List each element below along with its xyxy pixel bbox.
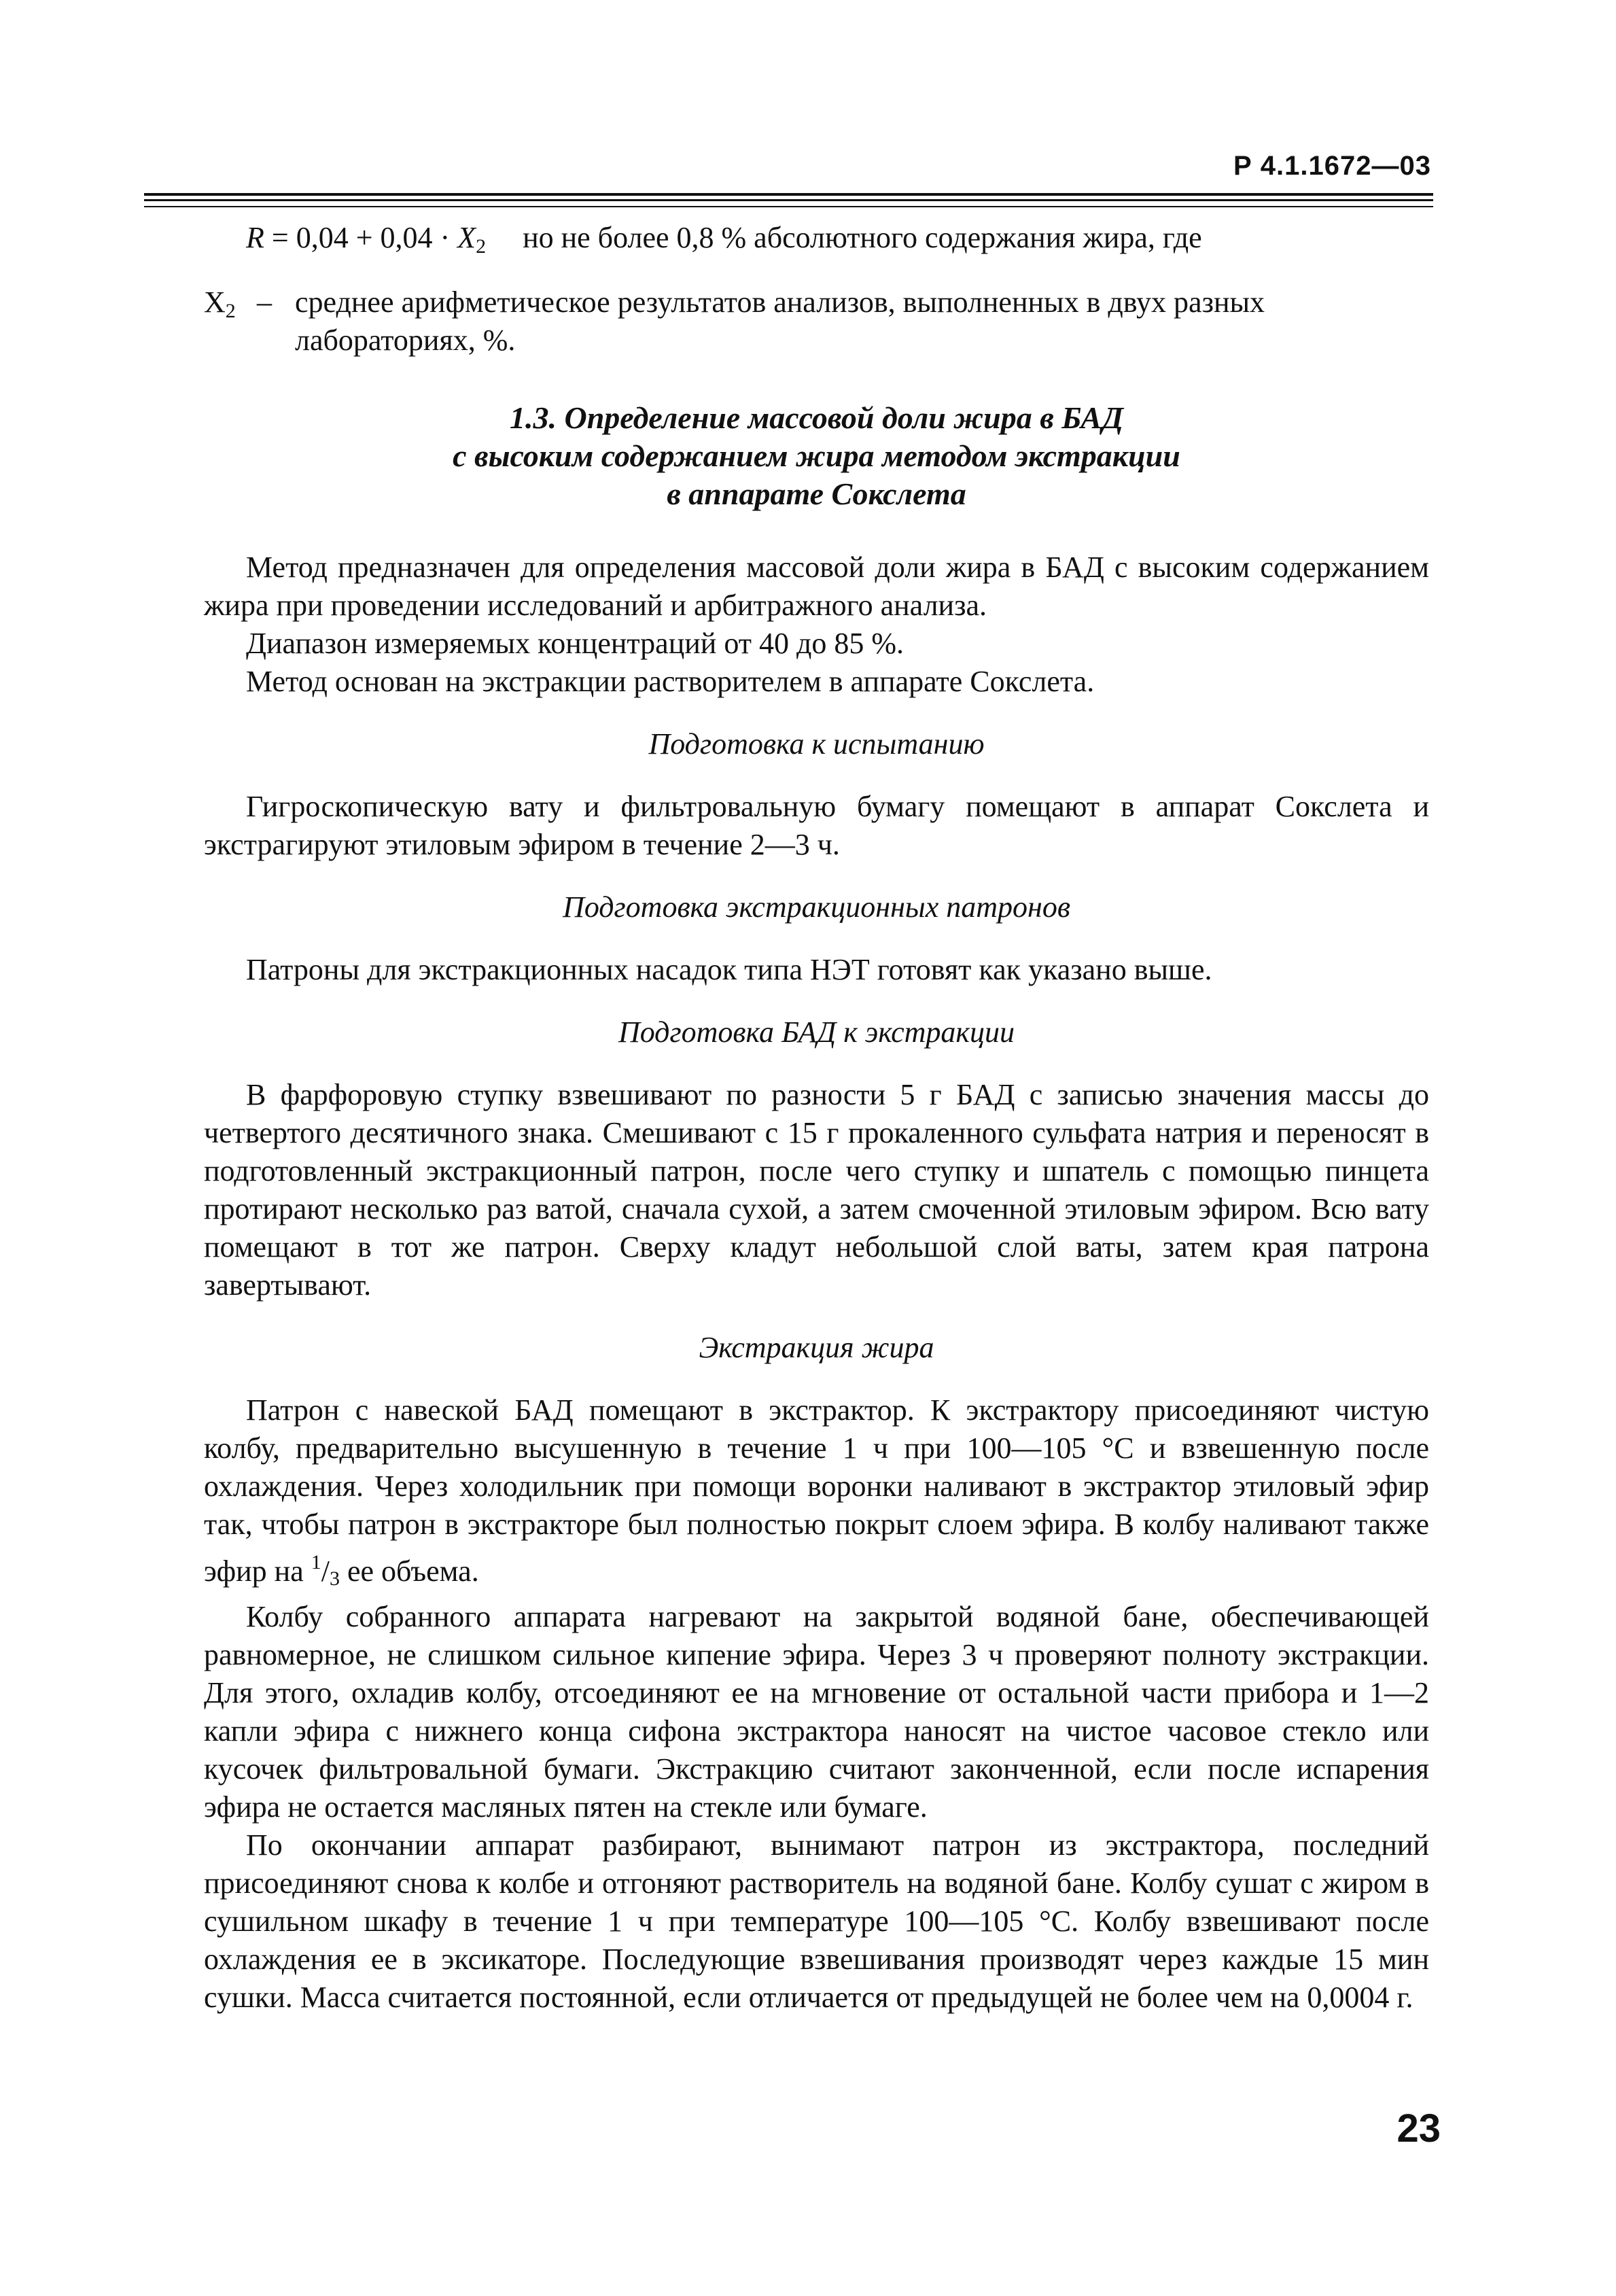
definition-symbol: X [204,285,226,319]
definition-text: среднее арифметическое результатов анализов, выполненных в двух разных лабораториях, %. [295,285,1265,357]
subsection-heading: Подготовка БАД к экстракции [618,1015,1015,1049]
subsection-heading: Подготовка экстракционных патронов [563,890,1070,924]
paragraph-text: ее объема. [347,1554,479,1588]
formula-variable: X [457,221,476,254]
paragraph: Гигроскопическую вату и фильтровальную бумагу помещают в аппарат Сокслета и экстрагируют этиловым эфиром в течение 2—3 ч. [204,790,1429,861]
formula-lhs: R [246,221,264,254]
paragraph: Патроны для экстракционных насадок типа НЭТ готовят как указано выше. [246,953,1212,986]
document-code: Р 4.1.1672—03 [1233,151,1431,181]
subsection-heading: Экстракция жира [699,1331,934,1364]
section-title [204,399,1429,513]
section-title-line: 1.3. Определение массовой доли жира в БАД [510,400,1123,435]
paragraph: Метод основан на экстракции растворителем в аппарате Сокслета. [246,665,1095,698]
formula-tail: но не более 0,8 % абсолютного содержания жира, где [523,221,1202,254]
page-number: 23 [1397,2106,1441,2151]
paragraph: Колбу собранного аппарата нагревают на закрытой водяной бане, обеспечивающей равномерное, не слишком сильное кипение эфира. Через 3 ч проверяют полноту экстракции. Для этого, охладив колбу, отсоединяют ее на мгновение от остальной части прибора и 1—2 капли эфира с нижнего конца сифона экстрактора наносят на чистое часовое стекло или кусочек фильтровальной бумаги. Экстракцию считают законченной, если после испарения эфира не остается масляных пятен на стекле или бумаге. [204,1600,1429,1824]
fraction-denominator: 3 [330,1567,340,1590]
formula-variable-subscript: 2 [476,235,487,258]
paragraph: Диапазон измеряемых концентраций от 40 до 85 %. [246,627,904,660]
header-rule [144,199,1433,201]
page-content [204,219,1429,2017]
fraction-separator: / [321,1554,330,1588]
paragraph: В фарфоровую ступку взвешивают по разности 5 г БАД с записью значения массы до четвертого десятичного знака. Смешивают с 15 г прокаленного сульфата натрия и переносят в подготовленный экстракционный патрон, после чего ступку и шпатель с помощью пинцета протирают несколько раз ватой, сначала сухой, а затем смоченной этиловым эфиром. Всю вату помещают в тот же патрон. Сверху кладут небольшой слой ваты, затем края патрона завертывают. [204,1078,1429,1302]
paragraph: По окончании аппарат разбирают, вынимают патрон из экстрактора, последний присоединяют снова к колбе и отгоняют растворитель на водяной бане. Колбу сушат с жиром в сушильном шкафу в течение 1 ч при температуре 100—105 °С. Колбу взвешивают после охлаждения ее в эксикаторе. Последующие взвешивания производят через каждые 15 мин сушки. Масса считается постоянной, если отличается от предыдущей не более чем на 0,0004 г. [204,1828,1429,2014]
definition-dash: – [257,285,272,319]
paragraph [204,1391,1429,1598]
subsection-heading: Подготовка к испытанию [648,727,985,761]
definition-symbol-subscript: 2 [225,300,236,322]
section-title-line: с высоким содержанием жира методом экстракции [453,438,1180,473]
fraction-numerator: 1 [311,1551,321,1573]
paragraph: Метод предназначен для определения массовой доли жира в БАД с высоким содержанием жира при проведении исследований и арбитражного анализа. [204,551,1429,622]
section-title-line: в аппарате Сокслета [667,476,966,511]
variable-definition [204,283,1429,360]
formula-rhs: = 0,04 + 0,04 · [271,221,451,254]
paragraph-text: Патрон с навеской БАД помещают в экстрактор. К экстрактору присоединяют чистую колбу, предварительно высушенную в течение 1 ч при 100—105 °С и взвешенную после охлаждения. Через холодильник при помощи воронки наливают в экстрактор этиловый эфир так, чтобы патрон в экстракторе был полностью покрыт слоем эфира. В колбу наливают также эфир на [204,1393,1429,1588]
header-rule [144,206,1433,207]
header-rule [144,193,1433,196]
formula-line [246,219,1429,266]
